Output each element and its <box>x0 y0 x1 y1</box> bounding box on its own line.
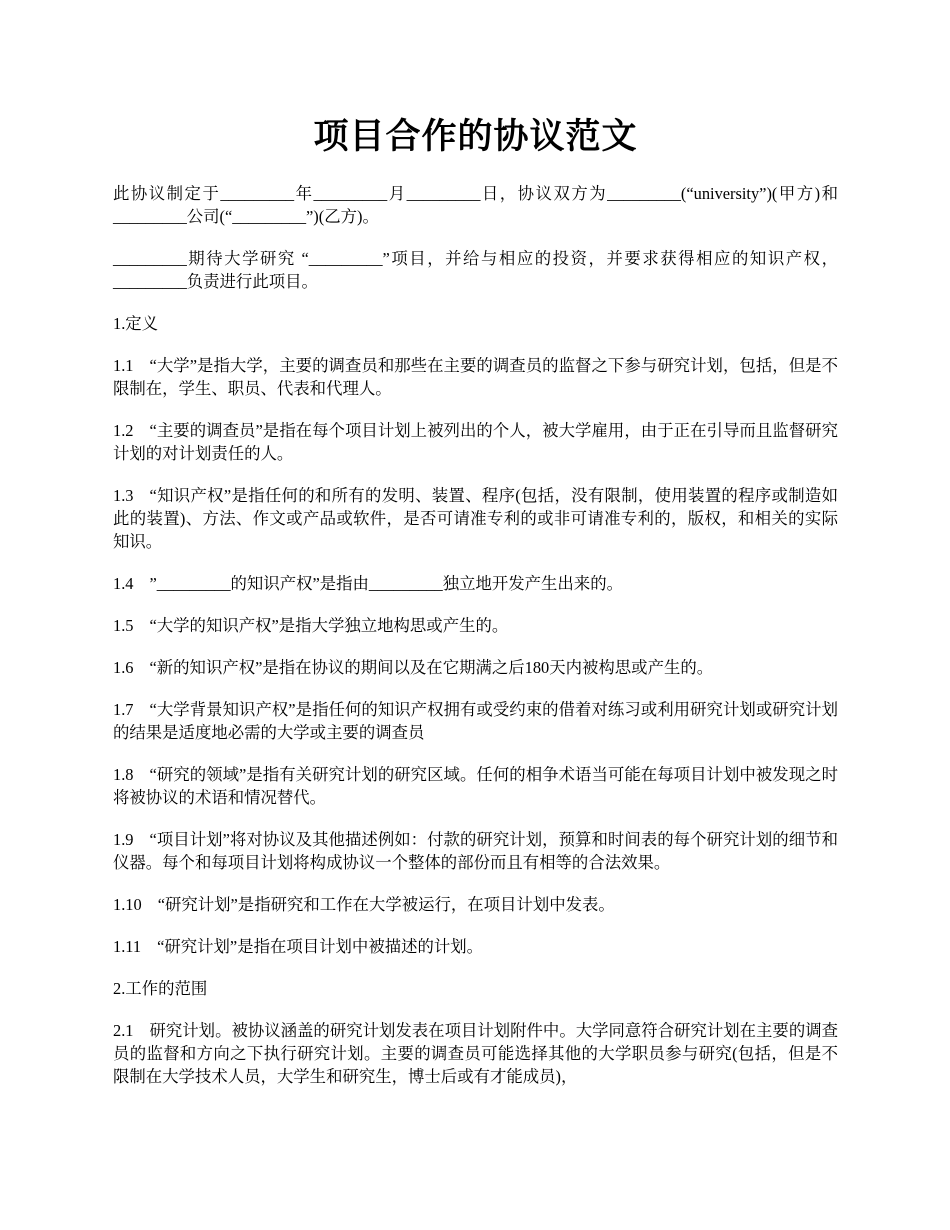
clause-number: 1.1 <box>113 356 134 375</box>
paragraph <box>113 763 838 809</box>
clause-number: 1.2 <box>113 421 134 440</box>
paragraph-text: “研究计划”是指在项目计划中被描述的计划。 <box>157 937 484 956</box>
paragraph-text: “大学”是指大学，主要的调查员和那些在主要的调查员的监督之下参与研究计划，包括，但是不限制在，学生、职员、代表和代理人。 <box>113 356 838 398</box>
clause-number: 1.7 <box>113 700 134 719</box>
document-body <box>113 182 838 1088</box>
paragraph <box>113 312 838 335</box>
clause-number: 1.11 <box>113 937 142 956</box>
paragraph <box>113 614 838 637</box>
paragraph <box>113 977 838 1000</box>
paragraph <box>113 1019 838 1088</box>
paragraph-text: “主要的调查员”是指在每个项目计划上被列出的个人，被大学雇用，由于正在引导而且监督研究计划的对计划责任的人。 <box>113 421 838 463</box>
clause-number: 1.8 <box>113 765 134 784</box>
paragraph <box>113 182 838 228</box>
paragraph-text: 2.工作的范围 <box>113 979 208 998</box>
paragraph-text: “新的知识产权”是指在协议的期间以及在它期满之后180天内被构思或产生的。 <box>149 658 714 677</box>
paragraph-text: _________期待大学研究 “_________”项目，并给与相应的投资，并要求获得相应的知识产权，_________负责进行此项目。 <box>113 249 838 291</box>
clause-number: 1.9 <box>113 830 134 849</box>
clause-number: 1.10 <box>113 895 142 914</box>
clause-number: 1.3 <box>113 486 134 505</box>
paragraph <box>113 935 838 958</box>
paragraph <box>113 828 838 874</box>
paragraph-text: 1.定义 <box>113 314 159 333</box>
clause-number: 1.6 <box>113 658 134 677</box>
paragraph-text: 此协议制定于_________年_________月_________日，协议双方为_________(“university”)(甲方)和_________公司(“_________”)(乙方)。 <box>113 184 838 226</box>
paragraph <box>113 698 838 744</box>
clause-number: 2.1 <box>113 1021 134 1040</box>
clause-number: 1.4 <box>113 574 134 593</box>
paragraph-text: “大学背景知识产权”是指任何的知识产权拥有或受约束的借着对练习或利用研究计划或研究计划的结果是适度地必需的大学或主要的调查员 <box>113 700 838 742</box>
paragraph <box>113 656 838 679</box>
paragraph-text: 研究计划。被协议涵盖的研究计划发表在项目计划附件中。大学同意符合研究计划在主要的调查员的监督和方向之下执行研究计划。主要的调查员可能选择其他的大学职员参与研究(包括，但是不限制在大学技术人员，大学生和研究生，博士后或有才能成员)， <box>113 1021 838 1086</box>
paragraph <box>113 419 838 465</box>
paragraph-text: “知识产权”是指任何的和所有的发明、装置、程序(包括，没有限制，使用装置的程序或制造如此的装置)、方法、作文或产品或软件，是否可请准专利的或非可请准专利的，版权，和相关的实际知识。 <box>113 486 838 551</box>
paragraph <box>113 484 838 553</box>
document-title: 项目合作的协议范文 <box>313 117 638 156</box>
paragraph-text: ”_________的知识产权”是指由_________独立地开发产生出来的。 <box>149 574 623 593</box>
paragraph-text: “大学的知识产权”是指大学独立地构思或产生的。 <box>149 616 509 635</box>
paragraph-text: “项目计划”将对协议及其他描述例如：付款的研究计划，预算和时间表的每个研究计划的细节和仪器。每个和每项目计划将构成协议一个整体的部份而且有相等的合法效果。 <box>113 830 838 872</box>
clause-number: 1.5 <box>113 616 134 635</box>
paragraph <box>113 893 838 916</box>
paragraph <box>113 354 838 400</box>
paragraph-text: “研究的领域”是指有关研究计划的研究区域。任何的相争术语当可能在每项目计划中被发现之时将被协议的术语和情况替代。 <box>113 765 838 807</box>
paragraph <box>113 572 838 595</box>
paragraph <box>113 247 838 293</box>
paragraph-text: “研究计划”是指研究和工作在大学被运行，在项目计划中发表。 <box>157 895 615 914</box>
